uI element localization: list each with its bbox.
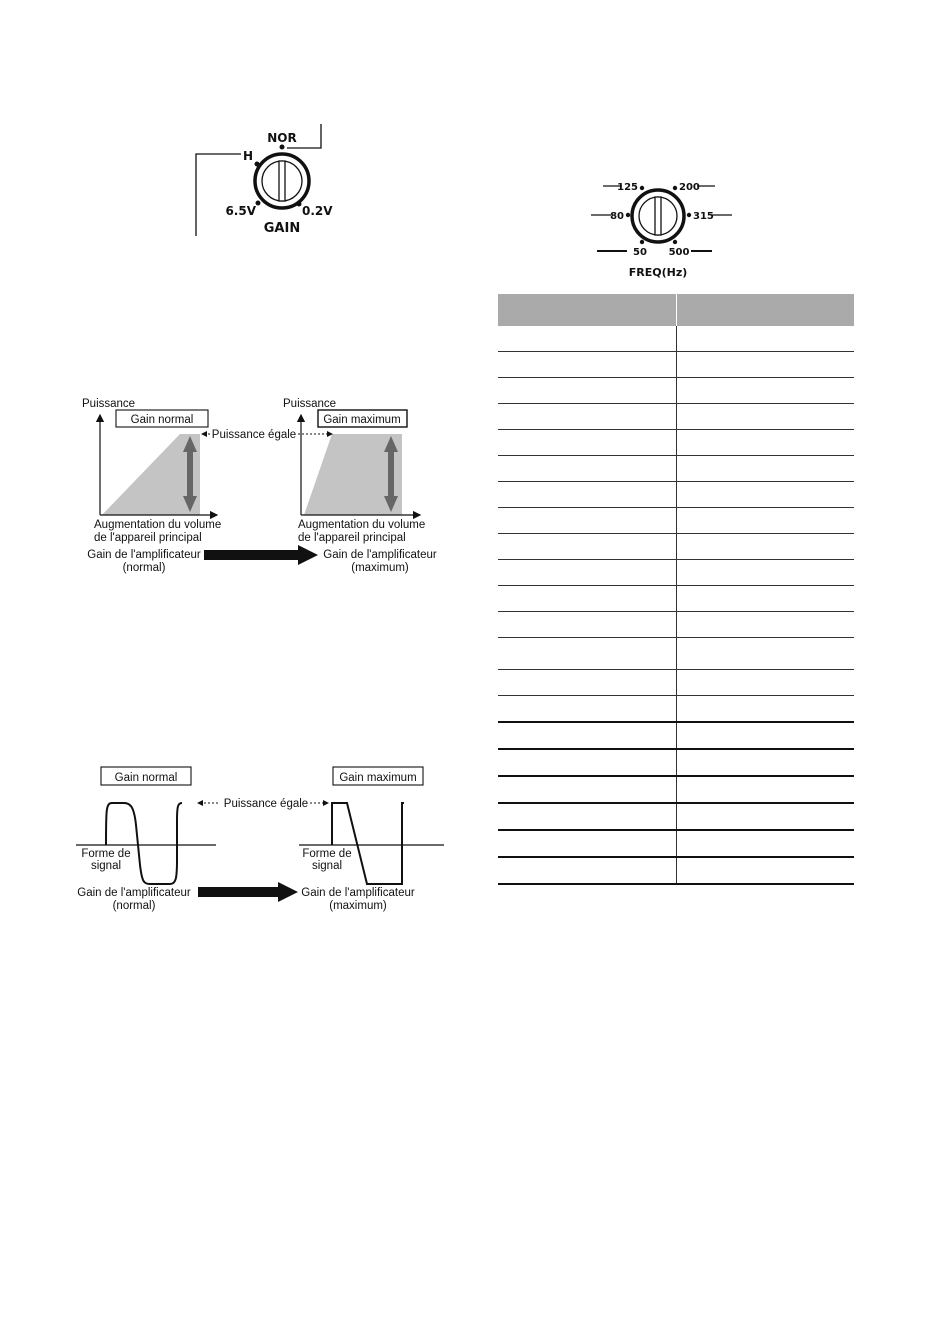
- table-row: [498, 404, 854, 430]
- power-right-y-label: Puissance: [283, 398, 337, 410]
- table-row: [498, 482, 854, 508]
- table-header-row: [498, 294, 854, 326]
- freq-tick-125: 125: [617, 182, 638, 193]
- table-row: [498, 508, 854, 534]
- power-diagram: [70, 390, 450, 580]
- table-row: [498, 670, 854, 696]
- freq-title: FREQ(Hz): [628, 266, 688, 279]
- nor-dot: [280, 145, 285, 150]
- table-row: [498, 803, 854, 830]
- signal-equal-label: Puissance égale: [223, 798, 309, 810]
- freq-knob-diagram: [585, 170, 740, 282]
- gain-knob-diagram: [185, 118, 345, 240]
- gain-title: GAIN: [263, 221, 301, 236]
- table-row: [498, 696, 854, 723]
- freq-tick-500: 500: [668, 247, 690, 258]
- signal-amp-left-line1: Gain de l'amplificateur: [77, 887, 191, 899]
- table-header-col-1: [498, 294, 676, 326]
- freq-tick-315: 315: [693, 211, 714, 222]
- table-row: [498, 352, 854, 378]
- signal-amp-right-line2: (maximum): [329, 900, 387, 912]
- signal-amp-right-line1: Gain de l'amplificateur: [301, 887, 415, 899]
- table-row: [498, 830, 854, 857]
- power-left-x-line1: Augmentation du volume: [94, 519, 222, 531]
- gain-nor-label: NOR: [267, 131, 297, 145]
- min-dot: [256, 201, 261, 206]
- power-graph-maximum: [283, 398, 425, 544]
- power-amp-left-line1: Gain de l'amplificateur: [87, 549, 201, 561]
- table-row: [498, 586, 854, 612]
- max-dot: [297, 202, 302, 207]
- gain-h-label: H: [242, 149, 254, 163]
- freq-tick-50: 50: [633, 247, 647, 258]
- gain-left-value: 6.5V: [225, 204, 256, 218]
- power-equal-label: Puissance égale: [211, 429, 297, 441]
- h-leader-line: [196, 154, 241, 236]
- signal-left-wave-line2: signal: [90, 860, 122, 872]
- freq-dial-pointer: [655, 197, 661, 235]
- table-row: [498, 638, 854, 670]
- signal-amp-left-line2: (normal): [112, 900, 156, 912]
- power-right-x-line2: de l'appareil principal: [298, 532, 406, 544]
- power-left-x-line2: de l'appareil principal: [94, 532, 202, 544]
- power-right-box: Gain maximum: [323, 414, 401, 426]
- freq-tick-200: 200: [679, 182, 700, 193]
- power-left-box: Gain normal: [130, 414, 194, 426]
- table-row: [498, 378, 854, 404]
- signal-left-wave-line1: Forme de: [81, 848, 131, 860]
- signal-left-box: Gain normal: [114, 772, 178, 784]
- signal-diagram: [70, 760, 450, 920]
- frequency-table: [498, 294, 854, 885]
- table-row: [498, 456, 854, 482]
- h-dot: [255, 162, 260, 167]
- signal-right-wave-line2: signal: [311, 860, 343, 872]
- table-header-col-2: [676, 294, 854, 326]
- table-row: [498, 776, 854, 803]
- table-row: [498, 560, 854, 586]
- signal-waveform-maximum: [332, 803, 404, 884]
- table-row: [498, 749, 854, 776]
- freq-tick-80: 80: [610, 211, 624, 222]
- table-row: [498, 612, 854, 638]
- table-row: [498, 857, 854, 884]
- table-row: [498, 430, 854, 456]
- table-row: [498, 534, 854, 560]
- power-right-x-line1: Augmentation du volume: [298, 519, 426, 531]
- power-amp-left-line2: (normal): [122, 562, 166, 574]
- table-row: [498, 326, 854, 352]
- gain-dial-pointer: [279, 161, 285, 201]
- power-left-y-label: Puissance: [82, 398, 136, 410]
- power-graph-normal: [82, 398, 221, 544]
- power-amp-right-line1: Gain de l'amplificateur: [323, 549, 437, 561]
- signal-right-box: Gain maximum: [339, 772, 417, 784]
- power-gain-arrow: [204, 545, 318, 565]
- table-row: [498, 722, 854, 749]
- gain-right-value: 0.2V: [302, 204, 333, 218]
- power-amp-right-line2: (maximum): [351, 562, 409, 574]
- signal-right-wave-line1: Forme de: [302, 848, 352, 860]
- signal-gain-arrow: [198, 882, 298, 902]
